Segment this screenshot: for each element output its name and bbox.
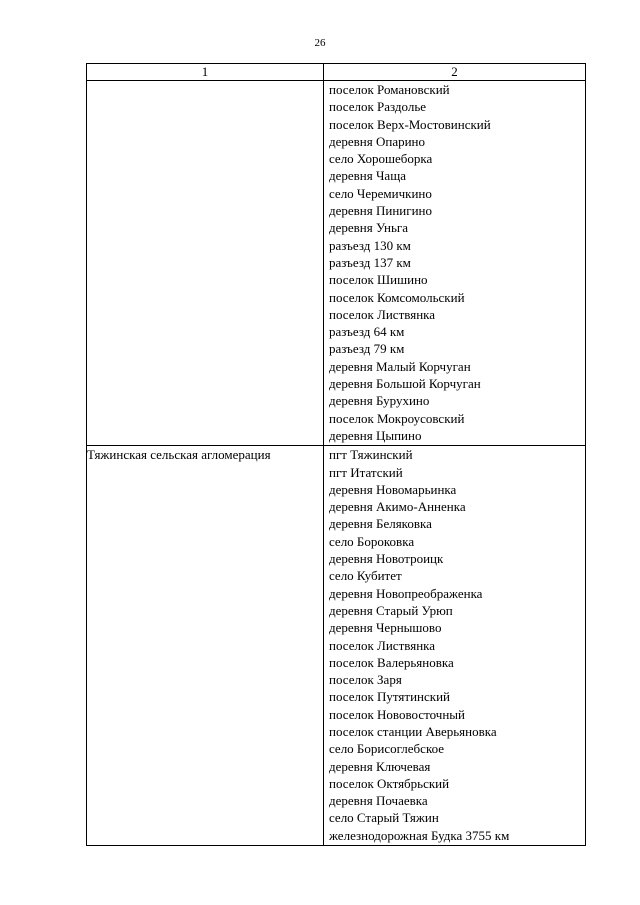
settlement-item: поселок станции Аверьяновка (329, 723, 497, 739)
settlement-item: разъезд 79 км (329, 341, 405, 357)
settlement-item: деревня Малый Корчуган (329, 358, 471, 374)
settlement-item: пгт Тяжинский (329, 447, 413, 463)
settlement-item: село Борисоглебское (329, 741, 445, 757)
settlement-item: поселок Заря (329, 672, 402, 688)
settlement-item: поселок Мокроусовский (329, 410, 465, 426)
settlement-item: деревня Цыпино (329, 427, 422, 443)
settlement-item: деревня Пинигино (329, 203, 432, 219)
settlement-item: железнодорожная Будка 3755 км (329, 827, 510, 843)
table-body (87, 81, 586, 846)
settlement-list (324, 81, 585, 445)
settlement-item: разъезд 64 км (329, 324, 405, 340)
settlement-item: село Черемичкино (329, 185, 432, 201)
settlement-item: деревня Бурухино (329, 393, 430, 409)
settlement-item: поселок Шишино (329, 272, 428, 288)
settlement-item: разъезд 137 км (329, 254, 411, 270)
settlement-item: разъезд 130 км (329, 237, 411, 253)
settlements-cell (324, 446, 586, 846)
settlement-item: деревня Старый Урюп (329, 602, 453, 618)
column-header-2: 2 (324, 64, 586, 81)
column-header-1: 1 (87, 64, 324, 81)
settlement-item: поселок Нововосточный (329, 706, 465, 722)
settlement-item: деревня Уньга (329, 220, 409, 236)
settlement-item: поселок Листвянка (329, 306, 436, 322)
page-number: 26 (314, 37, 326, 49)
settlement-item: деревня Большой Корчуган (329, 376, 481, 392)
settlement-item: деревня Беляковка (329, 516, 432, 532)
settlement-list (324, 446, 585, 845)
agglomeration-name (87, 81, 324, 446)
settlement-item: деревня Чернышово (329, 620, 442, 636)
settlement-item: пгт Итатский (329, 464, 403, 480)
agglomeration-name: Тяжинская сельская агломерация (87, 446, 324, 846)
settlement-item: село Хорошеборка (329, 151, 433, 167)
settlement-item: деревня Новотроицк (329, 551, 444, 567)
settlement-item: деревня Чаща (329, 168, 406, 184)
settlement-item: село Старый Тяжин (329, 810, 439, 826)
settlement-item: поселок Листвянка (329, 637, 436, 653)
settlements-cell (324, 81, 586, 446)
settlement-item: поселок Раздолье (329, 99, 427, 115)
table-row (87, 446, 586, 846)
settlement-item: деревня Опарино (329, 133, 426, 149)
agglomeration-table (86, 63, 586, 846)
table-header-row (87, 64, 586, 81)
settlement-item: деревня Почаевка (329, 793, 428, 809)
settlement-item: поселок Верх-Мостовинский (329, 116, 491, 132)
settlement-item: деревня Новопреображенка (329, 585, 483, 601)
settlement-item: деревня Новомарьинка (329, 481, 457, 497)
settlement-item: село Кубитет (329, 568, 402, 584)
settlement-item: село Бороковка (329, 533, 415, 549)
settlement-item: поселок Путятинский (329, 689, 451, 705)
settlement-item: поселок Октябрьский (329, 775, 450, 791)
settlement-item: поселок Валерьяновка (329, 654, 454, 670)
settlement-item: поселок Комсомольский (329, 289, 465, 305)
table-row (87, 81, 586, 446)
settlement-item: деревня Акимо-Анненка (329, 499, 466, 515)
settlement-item: поселок Романовский (329, 82, 450, 97)
settlement-item: деревня Ключевая (329, 758, 431, 774)
